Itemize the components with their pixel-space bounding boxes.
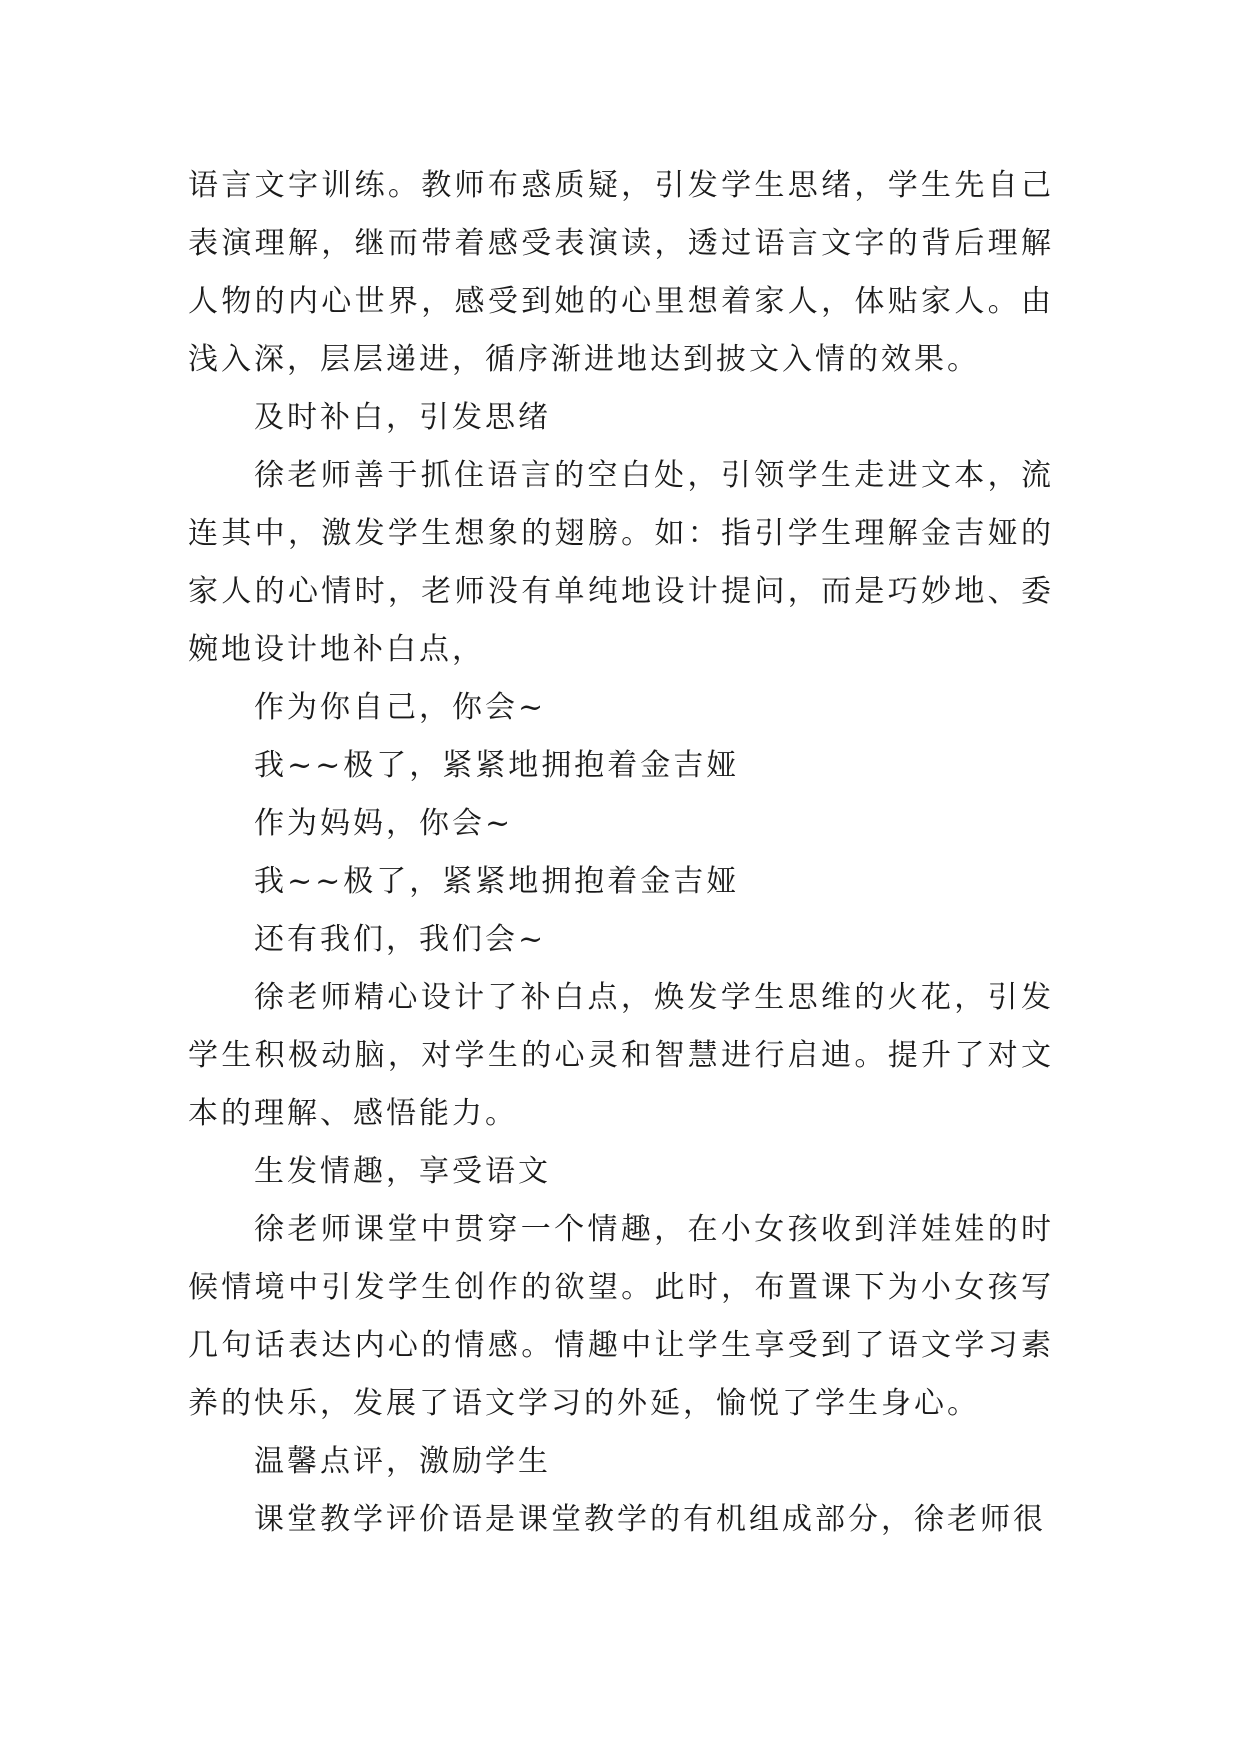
section-heading: 温馨点评，激励学生 <box>254 1444 551 1479</box>
paragraph: 语言文字训练。教师布惑质疑，引发学生思绪，学生先自己表演理解，继而带着感受表演读，透过语言文字的背后理解人物的内心世界，感受到她的心里想着家人，体贴家人。由浅入深，层层递进，循序渐进地达到披文入情的效果。 <box>188 168 1054 377</box>
quote-line: 作为你自己，你会~ <box>254 690 547 725</box>
paragraph: 徐老师精心设计了补白点，焕发学生思维的火花，引发学生积极动脑，对学生的心灵和智慧进行启迪。提升了对文本的理解、感悟能力。 <box>188 980 1054 1131</box>
paragraph: 徐老师善于抓住语言的空白处，引领学生走进文本，流连其中，激发学生想象的翅膀。如：指引学生理解金吉娅的家人的心情时，老师没有单纯地设计提问，而是巧妙地、委婉地设计地补白点， <box>188 458 1054 667</box>
document-body <box>188 157 1054 1549</box>
quote-line: 我~~极了，紧紧地拥抱着金吉娅 <box>254 864 740 899</box>
quote-line: 还有我们，我们会~ <box>254 922 547 957</box>
quote-line: 我~~极了，紧紧地拥抱着金吉娅 <box>254 748 740 783</box>
section-heading: 生发情趣，享受语文 <box>254 1154 551 1189</box>
section-heading: 及时补白，引发思绪 <box>254 400 551 435</box>
paragraph: 徐老师课堂中贯穿一个情趣，在小女孩收到洋娃娃的时候情境中引发学生创作的欲望。此时，布置课下为小女孩写几句话表达内心的情感。情趣中让学生享受到了语文学习素养的快乐，发展了语文学习的外延，愉悦了学生身心。 <box>188 1212 1054 1421</box>
paragraph: 课堂教学评价语是课堂教学的有机组成部分，徐老师很 <box>254 1502 1046 1537</box>
quote-line: 作为妈妈，你会~ <box>254 806 514 841</box>
